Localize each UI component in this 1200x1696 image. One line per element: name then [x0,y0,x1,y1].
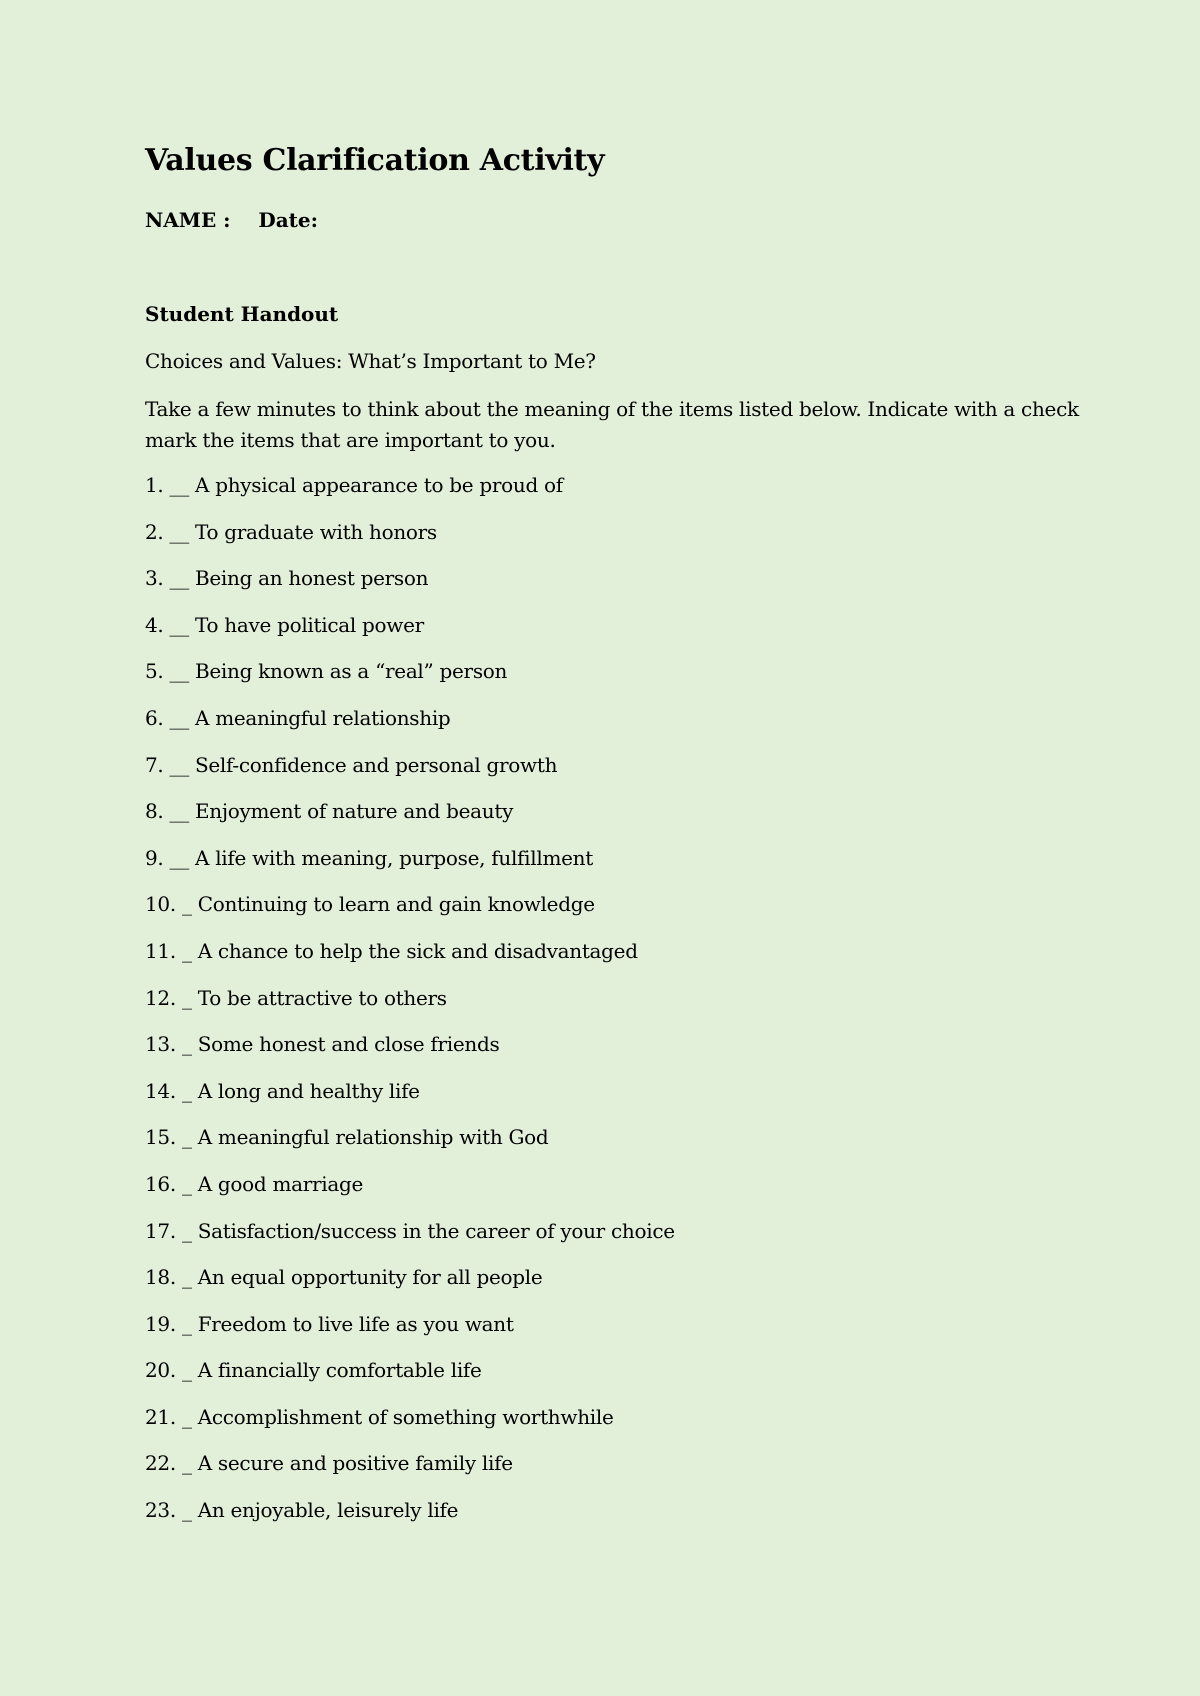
section-heading: Student Handout [145,302,339,326]
document-page [145,0,1135,1696]
checklist-item: 22. _ A secure and positive family life [145,1451,513,1476]
checklist-item: 12. _ To be attractive to others [145,985,447,1010]
document-title: Values Clarification Activity [145,143,605,178]
checklist-item: 15. _ A meaningful relationship with God [145,1125,549,1150]
values-checklist [145,470,675,1542]
checklist-item: 14. _ A long and healthy life [145,1078,420,1103]
checklist-item: 9. __ A life with meaning, purpose, fulfillment [145,845,593,870]
checklist-item: 18. _ An equal opportunity for all people [145,1265,543,1290]
checklist-item: 4. __ To have political power [145,612,424,637]
handout-subtitle: Choices and Values: What’s Important to Me? [145,349,596,373]
checklist-item: 20. _ A financially comfortable life [145,1358,482,1383]
checklist-item: 17. _ Satisfaction/success in the career of your choice [145,1218,675,1243]
checklist-item: 19. _ Freedom to live life as you want [145,1311,514,1336]
checklist-item: 23. _ An enjoyable, leisurely life [145,1498,459,1523]
checklist-item: 16. _ A good marriage [145,1171,364,1196]
checklist-item: 21. _ Accomplishment of something worthwhile [145,1404,614,1429]
checklist-item: 6. __ A meaningful relationship [145,705,451,730]
name-date-line: NAME : Date: [145,208,319,232]
checklist-item: 5. __ Being known as a “real” person [145,659,508,684]
instructions-paragraph: Take a few minutes to think about the meaning of the items listed below. Indicate with a check mark the items that are important to you. [145,397,1079,452]
checklist-item: 7. __ Self-confidence and personal growth [145,752,558,777]
checklist-item: 8. __ Enjoyment of nature and beauty [145,799,514,824]
checklist-item: 13. _ Some honest and close friends [145,1032,500,1057]
checklist-item: 1. __ A physical appearance to be proud of [145,473,563,497]
checklist-item: 2. __ To graduate with honors [145,519,437,544]
checklist-item: 10. _ Continuing to learn and gain knowledge [145,892,595,917]
checklist-item: 11. _ A chance to help the sick and disadvantaged [145,938,638,963]
checklist-item: 3. __ Being an honest person [145,566,429,591]
